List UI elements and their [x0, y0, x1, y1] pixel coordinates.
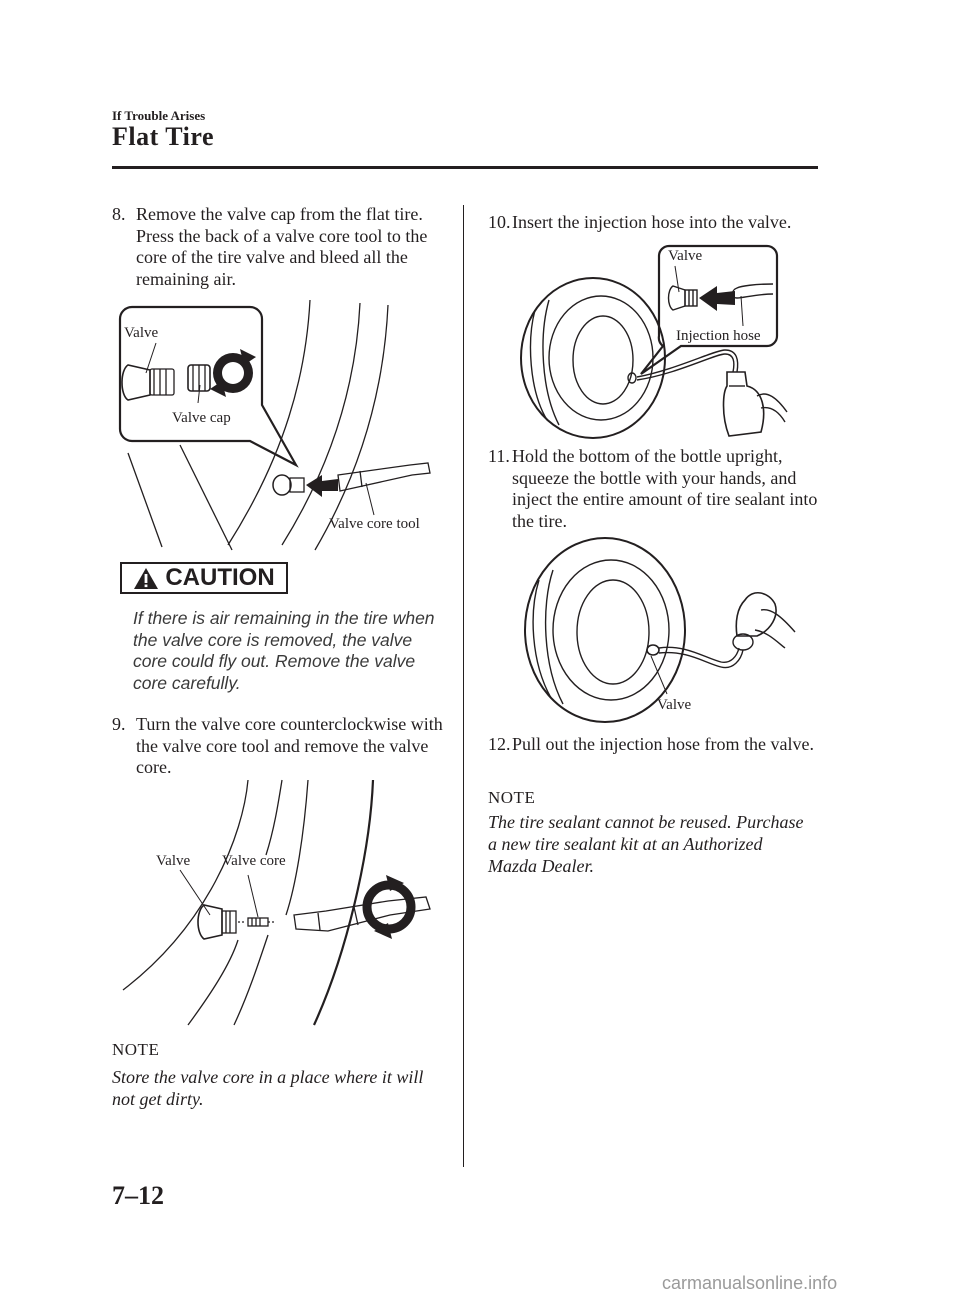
warning-triangle-icon: [133, 567, 159, 590]
fig3-label-valve: Valve: [668, 248, 703, 264]
caution-text: If there is air remaining in the tire when the valve core is removed, the valve core could fly out. Remove the valve core carefully.: [133, 608, 435, 693]
fig4-label-valve: Valve: [657, 697, 692, 713]
fig2-label-valve-core: Valve core: [222, 853, 286, 869]
figure-remove-valve-cap: [110, 295, 455, 555]
figure-inject-sealant: [505, 532, 805, 722]
header-rule: [112, 166, 818, 169]
step-11-text: Hold the bottom of the bottle upright, squeeze the bottle with your hands, and inject the entire amount of tire sealant into the tire.: [512, 446, 818, 531]
step-11-number: 11.: [488, 446, 510, 466]
note-right-head: NOTE: [488, 788, 536, 807]
step-8: [112, 204, 450, 290]
fig1-label-valve-cap: Valve cap: [172, 410, 231, 426]
page-number: 7–12: [112, 1181, 164, 1210]
section-label: If Trouble Arises: [112, 108, 206, 123]
step-8-number: 8.: [112, 204, 126, 224]
note-right-text: The tire sealant cannot be reused. Purchase a new tire sealant kit at an Authorized Mazda Dealer.: [488, 812, 804, 876]
fig1-label-valve: Valve: [124, 325, 159, 341]
column-divider: [463, 205, 464, 1167]
fig1-label-valve-core-tool: Valve core tool: [329, 516, 420, 532]
step-12-number: 12.: [488, 734, 511, 754]
rotate-arrows-icon: [210, 349, 256, 397]
fig3-label-injection-hose: Injection hose: [676, 328, 761, 344]
step-10-text: Insert the injection hose into the valve.: [512, 212, 792, 232]
figure-insert-injection-hose: [505, 240, 805, 440]
figure-remove-valve-core: [118, 775, 448, 1030]
step-8-text: Remove the valve cap from the flat tire. Press the back of a valve core tool to the core of the tire valve and bleed all the remaining air.: [136, 204, 428, 289]
watermark: carmanualsonline.info: [662, 1273, 838, 1293]
step-9: [112, 714, 450, 779]
step-12-text: Pull out the injection hose from the valve.: [512, 734, 814, 754]
step-11: [488, 446, 818, 532]
step-9-number: 9.: [112, 714, 126, 734]
caution-label: CAUTION: [165, 564, 275, 591]
step-9-text: Turn the valve core counterclockwise with the valve core tool and remove the valve core.: [136, 714, 443, 777]
push-arrow-icon: [699, 286, 735, 311]
fig2-label-valve: Valve: [156, 853, 191, 869]
step-10-number: 10.: [488, 212, 511, 232]
step-10: [488, 212, 818, 234]
step-12: [488, 734, 818, 756]
note-left-head: NOTE: [112, 1040, 160, 1059]
rotate-arrows-icon: [367, 875, 411, 939]
note-left-text: Store the valve core in a place where it will not get dirty.: [112, 1067, 424, 1109]
caution-box: [120, 562, 288, 594]
page-title: Flat Tire: [112, 122, 214, 151]
